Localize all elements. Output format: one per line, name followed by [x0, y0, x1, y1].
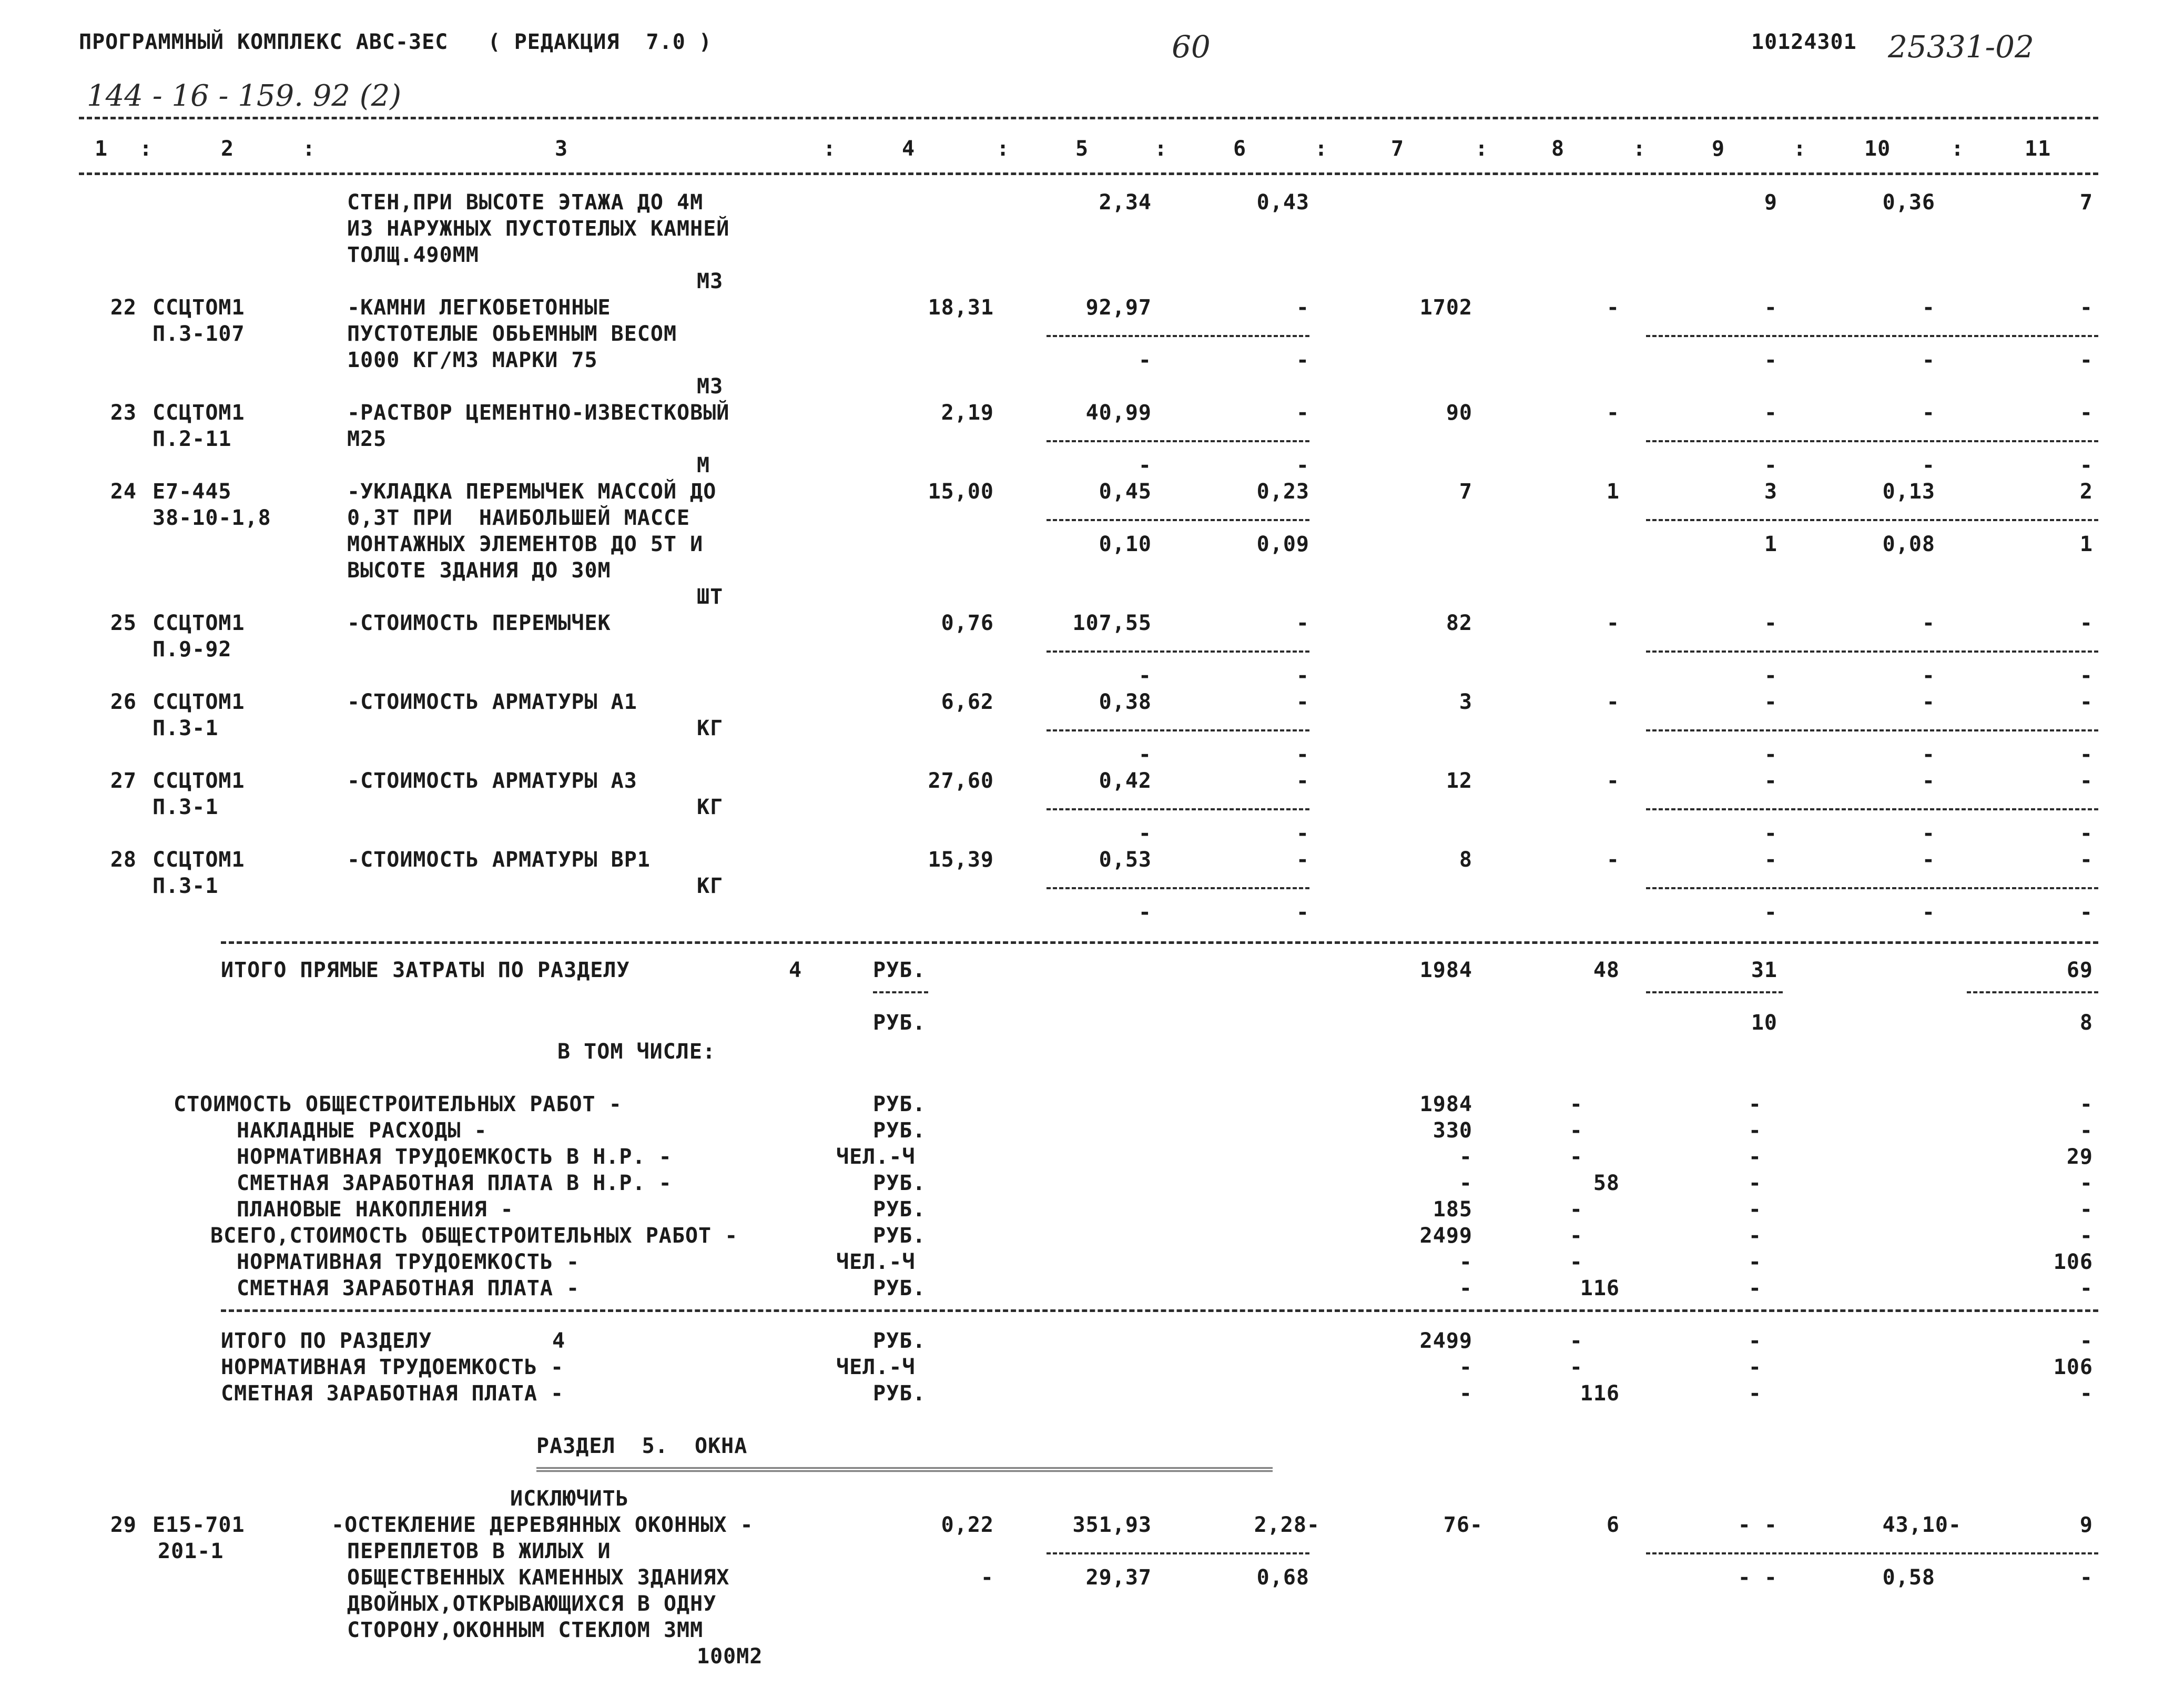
- row-unit: ШТ: [697, 585, 724, 609]
- cell-c9: -: [1748, 1119, 1762, 1143]
- cell-c4: 15,00: [928, 480, 994, 504]
- col-sep: :: [823, 137, 837, 161]
- cell-c8: -: [1606, 296, 1620, 320]
- cell-c11: -: [2079, 1197, 2093, 1222]
- cell-c7: -: [1459, 1171, 1472, 1195]
- cell-c6: -: [1296, 769, 1309, 793]
- cell-c5: 0,53: [1099, 848, 1152, 872]
- cell-c9: -: [1748, 1092, 1762, 1116]
- cell-c8: -: [1606, 848, 1620, 872]
- cell-c8: -: [1569, 1145, 1583, 1169]
- cell-c8: 48: [1593, 958, 1620, 982]
- col-sep: :: [1793, 137, 1807, 161]
- cell-c5: 351,93: [1072, 1513, 1152, 1537]
- cell-c7: 185: [1433, 1197, 1472, 1222]
- cell-c11: -: [2079, 1276, 2093, 1300]
- row-code: ССЦТОМ1: [153, 848, 245, 872]
- col-sep: :: [302, 137, 316, 161]
- cell-c9-sub: -: [1764, 743, 1777, 767]
- cell-divider: [1047, 887, 1309, 889]
- cell-c4: 0,76: [941, 611, 994, 635]
- cell-c6: 0,23: [1256, 480, 1309, 504]
- row-code: 201-1: [158, 1539, 224, 1563]
- cell-c9: -: [1748, 1381, 1762, 1406]
- cell-c10-sub: -: [1922, 664, 1935, 688]
- cell-c8: -: [1606, 401, 1620, 425]
- row-number: 27: [110, 769, 137, 793]
- col-header-10: 10: [1864, 137, 1891, 161]
- cell-divider: [1646, 991, 1783, 993]
- cell-c9-sub: - -: [1738, 1565, 1777, 1590]
- rule-top: [79, 117, 2098, 119]
- breakdown-label: СТОИМОСТЬ ОБЩЕСТРОИТЕЛЬНЫХ РАБОТ -: [174, 1092, 622, 1116]
- row-number: 25: [110, 611, 137, 635]
- cell-c7: 1984: [1419, 1092, 1472, 1116]
- breakdown-label: НОРМАТИВНАЯ ТРУДОЕМКОСТЬ -: [237, 1250, 580, 1274]
- cell-c8: 6: [1606, 1513, 1620, 1537]
- row-description: -СТОИМОСТЬ АРМАТУРЫ ВР1: [347, 848, 651, 872]
- cell-c11: 2: [2079, 480, 2093, 504]
- cell-c5-sub: -: [1138, 821, 1152, 846]
- cell-c8: 116: [1580, 1276, 1620, 1300]
- cell-c9-sub: 10: [1751, 1011, 1777, 1035]
- cell-c11: -: [2079, 690, 2093, 714]
- cell-c10: -: [1922, 848, 1935, 872]
- cell-c11: -: [2079, 769, 2093, 793]
- cell-c5-sub: -: [1138, 348, 1152, 372]
- cell-c9: -: [1764, 611, 1777, 635]
- cell-c6-sub: 0,09: [1256, 532, 1309, 556]
- row-description: ТОЛЩ.490ММ: [347, 243, 479, 267]
- row-code: Е7-445: [153, 480, 232, 504]
- cell-c11: -: [2079, 611, 2093, 635]
- cell-c8: -: [1569, 1250, 1583, 1274]
- total-label: ИТОГО ПРЯМЫЕ ЗАТРАТЫ ПО РАЗДЕЛУ: [221, 958, 630, 982]
- cell-c9-sub: -: [1764, 453, 1777, 477]
- cell-divider: [1047, 335, 1309, 337]
- row-code: ССЦТОМ1: [153, 769, 245, 793]
- row-number: 26: [110, 690, 137, 714]
- breakdown-label: НАКЛАДНЫЕ РАСХОДЫ -: [237, 1119, 487, 1143]
- col-header-6: 6: [1233, 137, 1247, 161]
- cell-divider: [1047, 808, 1309, 810]
- cell-c9: -: [1764, 401, 1777, 425]
- cell-divider: [1646, 1552, 2098, 1554]
- cell-c10: -: [1922, 690, 1935, 714]
- cell-c7: 12: [1446, 769, 1472, 793]
- cell-c7: 2499: [1419, 1329, 1472, 1353]
- cell-divider: [1967, 991, 2098, 993]
- cell-c11-sub: 8: [2079, 1011, 2093, 1035]
- cell-c9: - -: [1738, 1513, 1777, 1537]
- cell-c7: -: [1459, 1250, 1472, 1274]
- cell-c5: 0,38: [1099, 690, 1152, 714]
- cell-c11: -: [2079, 1092, 2093, 1116]
- total-label: НОРМАТИВНАЯ ТРУДОЕМКОСТЬ -: [221, 1355, 564, 1379]
- row-description: ПУСТОТЕЛЫЕ ОБЬЕМНЫМ ВЕСОМ: [347, 322, 677, 346]
- cell-c9-sub: -: [1764, 348, 1777, 372]
- cell-c11-sub: -: [2079, 348, 2093, 372]
- cell-c11-sub: -: [2079, 664, 2093, 688]
- breakdown-label: СМЕТНАЯ ЗАРАБОТНАЯ ПЛАТА В Н.Р. -: [237, 1171, 672, 1195]
- row-code: П.3-1: [153, 716, 219, 740]
- cell-c5-sub: -: [1138, 664, 1152, 688]
- cell-c6: 0,43: [1256, 190, 1309, 215]
- cell-c5: 2,34: [1099, 190, 1152, 215]
- cell-c11: -: [2079, 848, 2093, 872]
- cell-c8: -: [1569, 1224, 1583, 1248]
- row-unit: 100М2: [697, 1644, 763, 1669]
- cell-c10: -: [1922, 611, 1935, 635]
- row-code: Е15-701: [153, 1513, 245, 1537]
- row-description: ОБЩЕСТВЕННЫХ КАМЕННЫХ ЗДАНИЯХ: [347, 1565, 730, 1590]
- cell-c11: 7: [2079, 190, 2093, 215]
- row-number: 28: [110, 848, 137, 872]
- row-number: 24: [110, 480, 137, 504]
- cell-c7: -: [1459, 1145, 1472, 1169]
- document-code-handwritten: 25331-02: [1888, 29, 2034, 65]
- row-description: -ОСТЕКЛЕНИЕ ДЕРЕВЯННЫХ ОКОННЫХ -: [331, 1513, 754, 1537]
- col-sep: :: [1315, 137, 1328, 161]
- cell-divider: [1646, 440, 2098, 442]
- breakdown-unit: РУБ.: [873, 1171, 926, 1195]
- cell-c4: 2,19: [941, 401, 994, 425]
- col-sep: :: [997, 137, 1010, 161]
- cell-c7: 2499: [1419, 1224, 1472, 1248]
- rule-header-bottom: [79, 172, 2098, 175]
- cell-c9: -: [1764, 769, 1777, 793]
- cell-c9: -: [1748, 1224, 1762, 1248]
- cell-c6-sub: -: [1296, 743, 1309, 767]
- cell-c6-sub: -: [1296, 900, 1309, 924]
- total-unit: ЧЕЛ.-Ч: [836, 1355, 916, 1379]
- cell-divider: [1047, 519, 1309, 521]
- cell-c11: 29: [2066, 1145, 2093, 1169]
- cell-c9: 31: [1751, 958, 1777, 982]
- rule-section-total: [221, 941, 2098, 944]
- exclude-label: ИСКЛЮЧИТЬ: [510, 1487, 629, 1511]
- cell-c5-sub: 29,37: [1085, 1565, 1152, 1590]
- breakdown-label: НОРМАТИВНАЯ ТРУДОЕМКОСТЬ В Н.Р. -: [237, 1145, 672, 1169]
- cell-c5: 92,97: [1085, 296, 1152, 320]
- row-code: 38-10-1,8: [153, 506, 271, 530]
- row-description: М25: [347, 427, 387, 451]
- row-description: -РАСТВОР ЦЕМЕНТНО-ИЗВЕСТКОВЫЙ: [347, 401, 730, 425]
- total-unit: РУБ.: [873, 1329, 926, 1353]
- cell-c6-sub: -: [1296, 453, 1309, 477]
- cell-c10-sub: -: [1922, 821, 1935, 846]
- row-description: СТОРОНУ,ОКОННЫМ СТЕКЛОМ 3ММ: [347, 1618, 704, 1642]
- cell-c11: -: [2079, 1119, 2093, 1143]
- cell-c11: -: [2079, 1329, 2093, 1353]
- row-code: ССЦТОМ1: [153, 296, 245, 320]
- breakdown-label: СМЕТНАЯ ЗАРАБОТНАЯ ПЛАТА -: [237, 1276, 580, 1300]
- breakdown-unit: РУБ.: [873, 1092, 926, 1116]
- cell-c5: 0,45: [1099, 480, 1152, 504]
- cell-c5-sub: -: [1138, 743, 1152, 767]
- cell-c4-sub: -: [980, 1565, 994, 1590]
- cell-c9: 3: [1764, 480, 1777, 504]
- col-sep: :: [139, 137, 153, 161]
- row-number: 22: [110, 296, 137, 320]
- row-code: П.9-92: [153, 637, 232, 662]
- cell-c10-sub: -: [1922, 743, 1935, 767]
- cell-divider: [1047, 440, 1309, 442]
- cell-c9: 9: [1764, 190, 1777, 215]
- cell-c10-sub: -: [1922, 900, 1935, 924]
- cell-c7: 8: [1459, 848, 1472, 872]
- including-label: В ТОМ ЧИСЛЕ:: [557, 1040, 716, 1064]
- cell-c8: -: [1569, 1329, 1583, 1353]
- cell-c9-sub: -: [1764, 821, 1777, 846]
- cell-c6: -: [1296, 690, 1309, 714]
- row-code: П.3-1: [153, 874, 219, 898]
- cell-c6: -: [1296, 848, 1309, 872]
- total-label: ИТОГО ПО РАЗДЕЛУ: [221, 1329, 432, 1353]
- row-number: 23: [110, 401, 137, 425]
- cell-c4: 0,22: [941, 1513, 994, 1537]
- cell-c11: 106: [2053, 1355, 2093, 1379]
- cell-c9-sub: -: [1764, 664, 1777, 688]
- row-description: -УКЛАДКА ПЕРЕМЫЧЕК МАССОЙ ДО: [347, 480, 717, 504]
- cell-c8: 116: [1580, 1381, 1620, 1406]
- cell-c6: 2,28-: [1254, 1513, 1320, 1537]
- cell-c10: -: [1922, 769, 1935, 793]
- row-code: П.3-1: [153, 795, 219, 819]
- cell-c10-sub: -: [1922, 348, 1935, 372]
- cell-c10: 43,10-: [1882, 1513, 1962, 1537]
- total-section-number: 4: [789, 958, 802, 982]
- col-header-9: 9: [1712, 137, 1725, 161]
- row-code: П.3-107: [153, 322, 245, 346]
- cell-c8: 1: [1606, 480, 1620, 504]
- cell-c11-sub: -: [2079, 1565, 2093, 1590]
- cell-c8: -: [1569, 1355, 1583, 1379]
- cell-c9: -: [1748, 1250, 1762, 1274]
- cell-c8: -: [1606, 769, 1620, 793]
- cell-c6-sub: -: [1296, 348, 1309, 372]
- row-description: ИЗ НАРУЖНЫХ ПУСТОТЕЛЫХ КАМНЕЙ: [347, 217, 730, 241]
- cell-c11: 69: [2066, 958, 2093, 982]
- breakdown-label: ПЛАНОВЫЕ НАКОПЛЕНИЯ -: [237, 1197, 514, 1222]
- breakdown-unit: РУБ.: [873, 1276, 926, 1300]
- project-code-handwritten: 144 - 16 - 159. 92 (2): [87, 79, 402, 113]
- cell-c11-sub: -: [2079, 821, 2093, 846]
- cell-c10-sub: 0,58: [1882, 1565, 1935, 1590]
- cell-divider: [873, 991, 928, 993]
- cell-divider: [1047, 1552, 1309, 1554]
- cell-c5-sub: -: [1138, 900, 1152, 924]
- cell-c7: -: [1459, 1381, 1472, 1406]
- cell-c8: -: [1606, 611, 1620, 635]
- row-description: ПЕРЕПЛЕТОВ В ЖИЛЫХ И: [347, 1539, 611, 1563]
- cell-c7: 76-: [1443, 1513, 1483, 1537]
- cell-divider: [1646, 650, 2098, 653]
- cell-c6: -: [1296, 401, 1309, 425]
- cell-c5-sub: 0,10: [1099, 532, 1152, 556]
- cell-c9: -: [1764, 296, 1777, 320]
- cell-c9-sub: -: [1764, 900, 1777, 924]
- cell-c4: 15,39: [928, 848, 994, 872]
- row-description: ДВОЙНЫХ,ОТКРЫВАЮЩИХСЯ В ОДНУ: [347, 1592, 717, 1616]
- cell-c11: -: [2079, 1171, 2093, 1195]
- cell-c8: -: [1569, 1092, 1583, 1116]
- row-description: 1000 КГ/М3 МАРКИ 75: [347, 348, 598, 372]
- page-number: 60: [1172, 29, 1211, 65]
- cell-divider: [1646, 335, 2098, 337]
- row-description: -СТОИМОСТЬ АРМАТУРЫ А1: [347, 690, 637, 714]
- cell-c8: -: [1606, 690, 1620, 714]
- cell-c8: -: [1569, 1197, 1583, 1222]
- col-sep: :: [1475, 137, 1489, 161]
- rule-section-summary: [221, 1309, 2098, 1312]
- cell-c11-sub: -: [2079, 743, 2093, 767]
- cell-c10: -: [1922, 401, 1935, 425]
- cell-c9: -: [1748, 1355, 1762, 1379]
- section-title: РАЗДЕЛ 5. ОКНА: [536, 1434, 748, 1458]
- cell-c11: 9: [2079, 1513, 2093, 1537]
- row-unit: М3: [697, 374, 724, 399]
- cell-c9: -: [1764, 848, 1777, 872]
- cell-c7: 3: [1459, 690, 1472, 714]
- cell-c7: 82: [1446, 611, 1472, 635]
- cell-c7: 330: [1433, 1119, 1472, 1143]
- cell-c10-sub: 0,08: [1882, 532, 1935, 556]
- cell-c11: -: [2079, 296, 2093, 320]
- breakdown-unit: РУБ.: [873, 1224, 926, 1248]
- cell-c7: 1702: [1419, 296, 1472, 320]
- row-unit: КГ: [697, 874, 724, 898]
- cell-c11: -: [2079, 1381, 2093, 1406]
- program-title: ПРОГРАММНЫЙ КОМПЛЕКС АВС-3ЕС ( РЕДАКЦИЯ 7.0 ): [79, 30, 712, 54]
- total-unit: РУБ.: [873, 958, 926, 982]
- total-section-number: 4: [552, 1329, 566, 1353]
- row-number: 29: [110, 1513, 137, 1537]
- cell-c9: -: [1748, 1197, 1762, 1222]
- cell-divider: [1646, 729, 2098, 731]
- cell-c4: 18,31: [928, 296, 994, 320]
- cell-c7: -: [1459, 1355, 1472, 1379]
- cell-c10: 0,36: [1882, 190, 1935, 215]
- row-code: П.2-11: [153, 427, 232, 451]
- breakdown-unit: ЧЕЛ.-Ч: [836, 1250, 916, 1274]
- cell-c11-sub: -: [2079, 453, 2093, 477]
- cell-divider: [1646, 808, 2098, 810]
- row-code: ССЦТОМ1: [153, 690, 245, 714]
- cell-c9: -: [1748, 1145, 1762, 1169]
- row-description: 0,3Т ПРИ НАИБОЛЬШЕЙ МАССЕ: [347, 506, 690, 530]
- row-unit: КГ: [697, 795, 724, 819]
- breakdown-unit: РУБ.: [873, 1119, 926, 1143]
- total-label: СМЕТНАЯ ЗАРАБОТНАЯ ПЛАТА -: [221, 1381, 564, 1406]
- cell-c9: -: [1748, 1276, 1762, 1300]
- row-code: ССЦТОМ1: [153, 611, 245, 635]
- breakdown-unit: РУБ.: [873, 1197, 926, 1222]
- col-header-1: 1: [95, 137, 108, 161]
- breakdown-label: ВСЕГО,СТОИМОСТЬ ОБЩЕСТРОИТЕЛЬНЫХ РАБОТ -: [210, 1224, 738, 1248]
- col-header-5: 5: [1075, 137, 1089, 161]
- cell-c6-sub: 0,68: [1256, 1565, 1309, 1590]
- breakdown-unit: ЧЕЛ.-Ч: [836, 1145, 916, 1169]
- col-header-2: 2: [221, 137, 235, 161]
- cell-c6-sub: -: [1296, 664, 1309, 688]
- cell-c5-sub: -: [1138, 453, 1152, 477]
- cell-c11: 106: [2053, 1250, 2093, 1274]
- cell-c5: 107,55: [1072, 611, 1152, 635]
- section-title-underline: [536, 1467, 1273, 1472]
- cell-c6: -: [1296, 611, 1309, 635]
- col-sep: :: [1633, 137, 1647, 161]
- cell-c8: 58: [1593, 1171, 1620, 1195]
- row-description: ВЫСОТЕ ЗДАНИЯ ДО 30М: [347, 558, 611, 583]
- col-header-8: 8: [1551, 137, 1565, 161]
- cell-c4: 6,62: [941, 690, 994, 714]
- total-unit: РУБ.: [873, 1381, 926, 1406]
- cell-c11-sub: -: [2079, 900, 2093, 924]
- col-header-11: 11: [2025, 137, 2051, 161]
- row-description: МОНТАЖНЫХ ЭЛЕМЕНТОВ ДО 5Т И: [347, 532, 704, 556]
- cell-c8: -: [1569, 1119, 1583, 1143]
- cell-c6: -: [1296, 296, 1309, 320]
- col-header-3: 3: [555, 137, 568, 161]
- cell-c4: 27,60: [928, 769, 994, 793]
- cell-c9: -: [1748, 1171, 1762, 1195]
- cell-c11: -: [2079, 1224, 2093, 1248]
- cell-divider: [1646, 887, 2098, 889]
- cell-divider: [1047, 650, 1309, 653]
- cell-c7: 1984: [1419, 958, 1472, 982]
- row-description: -СТОИМОСТЬ ПЕРЕМЫЧЕК: [347, 611, 611, 635]
- cell-c5: 0,42: [1099, 769, 1152, 793]
- row-unit: М3: [697, 269, 724, 293]
- cell-c11: -: [2079, 401, 2093, 425]
- cell-c7: -: [1459, 1276, 1472, 1300]
- document-code: 10124301: [1751, 30, 1857, 54]
- row-unit: КГ: [697, 716, 724, 740]
- row-description: СТЕН,ПРИ ВЫСОТЕ ЭТАЖА ДО 4М: [347, 190, 704, 215]
- col-sep: :: [1154, 137, 1168, 161]
- cell-c11-sub: 1: [2079, 532, 2093, 556]
- cell-c10-sub: -: [1922, 453, 1935, 477]
- cell-c9: -: [1764, 690, 1777, 714]
- row-unit: М: [697, 453, 710, 477]
- cell-c10: -: [1922, 296, 1935, 320]
- cell-c9-sub: 1: [1764, 532, 1777, 556]
- cell-c7: 90: [1446, 401, 1472, 425]
- cell-divider: [1047, 729, 1309, 731]
- cell-divider: [1646, 519, 2098, 521]
- cell-c7: 7: [1459, 480, 1472, 504]
- row-description: -КАМНИ ЛЕГКОБЕТОННЫЕ: [347, 296, 611, 320]
- cell-c9: -: [1748, 1329, 1762, 1353]
- total-unit: РУБ.: [873, 1011, 926, 1035]
- col-header-4: 4: [902, 137, 916, 161]
- cell-c6-sub: -: [1296, 821, 1309, 846]
- row-code: ССЦТОМ1: [153, 401, 245, 425]
- cell-c5: 40,99: [1085, 401, 1152, 425]
- col-sep: :: [1951, 137, 1965, 161]
- cell-c10: 0,13: [1882, 480, 1935, 504]
- row-description: -СТОИМОСТЬ АРМАТУРЫ А3: [347, 769, 637, 793]
- col-header-7: 7: [1391, 137, 1405, 161]
